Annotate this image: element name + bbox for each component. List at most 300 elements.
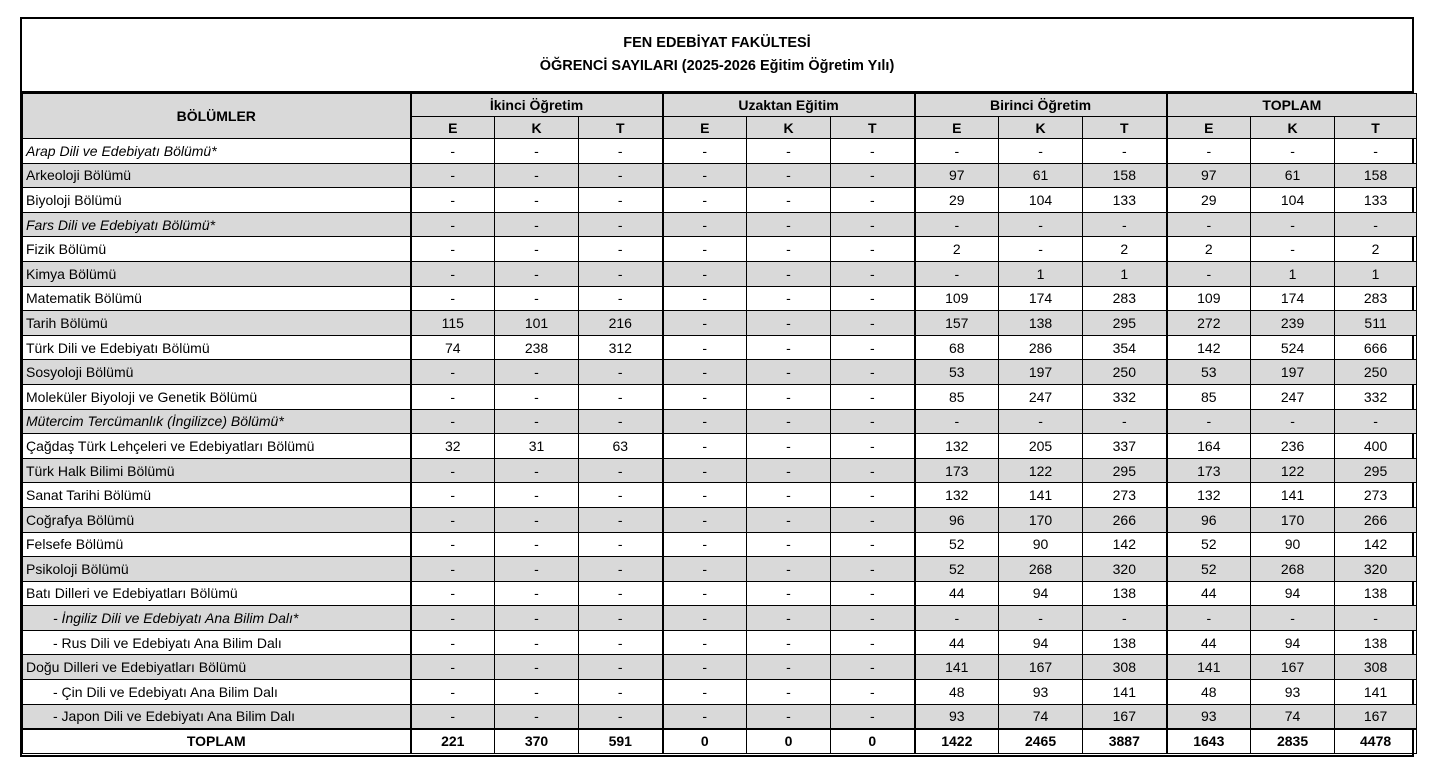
department-name: Tarih Bölümü <box>23 311 411 336</box>
count-cell: 109 <box>915 286 999 311</box>
count-cell: - <box>915 606 999 631</box>
count-cell: - <box>411 606 495 631</box>
sub-header-k: K <box>999 117 1083 139</box>
count-cell: 164 <box>1167 434 1251 459</box>
department-name: Doğu Dilleri ve Edebiyatları Bölümü <box>23 655 411 680</box>
count-cell: - <box>579 557 663 582</box>
table-row <box>23 557 1417 582</box>
count-cell: - <box>579 606 663 631</box>
count-cell: 141 <box>1335 680 1417 705</box>
count-cell: 133 <box>1083 188 1167 213</box>
count-cell: - <box>495 237 579 262</box>
count-cell: - <box>495 483 579 508</box>
count-cell: - <box>495 139 579 164</box>
count-cell: - <box>579 286 663 311</box>
count-cell: - <box>411 458 495 483</box>
department-name: Arkeoloji Bölümü <box>23 163 411 188</box>
department-name: Mütercim Tercümanlık (İngilizce) Bölümü* <box>23 409 411 434</box>
count-cell: - <box>1335 212 1417 237</box>
count-cell: 29 <box>915 188 999 213</box>
count-cell: - <box>579 680 663 705</box>
count-cell: - <box>831 335 915 360</box>
sub-header-t: T <box>831 117 915 139</box>
count-cell: - <box>495 458 579 483</box>
count-cell: - <box>831 606 915 631</box>
table-row <box>23 680 1417 705</box>
student-count-table <box>22 93 1417 754</box>
count-cell: 239 <box>1251 311 1335 336</box>
count-cell: 320 <box>1083 557 1167 582</box>
count-cell: 2 <box>1167 237 1251 262</box>
count-cell: - <box>663 581 747 606</box>
count-cell: - <box>663 237 747 262</box>
count-cell: - <box>663 409 747 434</box>
count-cell: 44 <box>1167 581 1251 606</box>
count-cell: 1 <box>1083 261 1167 286</box>
table-row <box>23 434 1417 459</box>
table-row <box>23 630 1417 655</box>
count-cell: 31 <box>495 434 579 459</box>
count-cell: - <box>579 409 663 434</box>
count-cell: 268 <box>999 557 1083 582</box>
count-cell: 96 <box>1167 507 1251 532</box>
department-name: - İngiliz Dili ve Edebiyatı Ana Bilim Dalı* <box>23 606 411 631</box>
count-cell: - <box>411 261 495 286</box>
count-cell: - <box>831 483 915 508</box>
department-name: Çağdaş Türk Lehçeleri ve Edebiyatları Bölümü <box>23 434 411 459</box>
count-cell: 2 <box>915 237 999 262</box>
sub-header-e: E <box>1167 117 1251 139</box>
count-cell: 52 <box>915 532 999 557</box>
count-cell: 666 <box>1335 335 1417 360</box>
count-cell: 295 <box>1083 311 1167 336</box>
count-cell: - <box>747 163 831 188</box>
count-cell: - <box>747 188 831 213</box>
count-cell: - <box>831 409 915 434</box>
count-cell: - <box>495 212 579 237</box>
count-cell: - <box>495 606 579 631</box>
count-cell: - <box>1251 237 1335 262</box>
count-cell: - <box>1167 606 1251 631</box>
count-cell: - <box>495 409 579 434</box>
department-name: Fars Dili ve Edebiyatı Bölümü* <box>23 212 411 237</box>
count-cell: - <box>747 458 831 483</box>
table-row <box>23 212 1417 237</box>
count-cell: - <box>579 483 663 508</box>
count-cell: - <box>663 434 747 459</box>
total-cell: 591 <box>579 729 663 754</box>
department-name: Biyoloji Bölümü <box>23 188 411 213</box>
count-cell: 273 <box>1335 483 1417 508</box>
department-name: Matematik Bölümü <box>23 286 411 311</box>
table-row <box>23 655 1417 680</box>
count-cell: 142 <box>1167 335 1251 360</box>
count-cell: - <box>495 163 579 188</box>
count-cell: - <box>747 704 831 729</box>
count-cell: - <box>411 237 495 262</box>
count-cell: 94 <box>999 581 1083 606</box>
sub-header-t: T <box>579 117 663 139</box>
count-cell: - <box>747 606 831 631</box>
count-cell: 53 <box>915 360 999 385</box>
count-cell: - <box>663 680 747 705</box>
count-cell: - <box>663 335 747 360</box>
count-cell: - <box>747 532 831 557</box>
count-cell: - <box>999 139 1083 164</box>
table-body <box>23 139 1417 754</box>
department-name: Sanat Tarihi Bölümü <box>23 483 411 508</box>
count-cell: - <box>831 532 915 557</box>
count-cell: - <box>1167 261 1251 286</box>
count-cell: - <box>1251 606 1335 631</box>
count-cell: - <box>747 409 831 434</box>
count-cell: 295 <box>1335 458 1417 483</box>
sub-header-e: E <box>663 117 747 139</box>
total-row <box>23 729 1417 754</box>
count-cell: 167 <box>1335 704 1417 729</box>
table-row <box>23 335 1417 360</box>
count-cell: 29 <box>1167 188 1251 213</box>
count-cell: - <box>579 261 663 286</box>
count-cell: 158 <box>1083 163 1167 188</box>
count-cell: - <box>663 261 747 286</box>
count-cell: - <box>495 581 579 606</box>
count-cell: - <box>411 286 495 311</box>
count-cell: - <box>1335 606 1417 631</box>
count-cell: 308 <box>1083 655 1167 680</box>
count-cell: 138 <box>1335 630 1417 655</box>
count-cell: - <box>831 458 915 483</box>
department-name: Türk Halk Bilimi Bölümü <box>23 458 411 483</box>
count-cell: - <box>579 360 663 385</box>
count-cell: - <box>747 212 831 237</box>
count-cell: 132 <box>915 434 999 459</box>
count-cell: - <box>411 532 495 557</box>
count-cell: 44 <box>1167 630 1251 655</box>
count-cell: - <box>831 507 915 532</box>
count-cell: - <box>663 163 747 188</box>
count-cell: - <box>663 286 747 311</box>
department-name: Türk Dili ve Edebiyatı Bölümü <box>23 335 411 360</box>
table-row <box>23 458 1417 483</box>
count-cell: 52 <box>1167 532 1251 557</box>
group-header-first-education: Birinci Öğretim <box>915 94 1167 117</box>
count-cell: - <box>663 704 747 729</box>
count-cell: 141 <box>1167 655 1251 680</box>
count-cell: - <box>831 581 915 606</box>
department-name: Coğrafya Bölümü <box>23 507 411 532</box>
count-cell: 97 <box>915 163 999 188</box>
count-cell: - <box>747 311 831 336</box>
count-cell: - <box>831 261 915 286</box>
count-cell: 354 <box>1083 335 1167 360</box>
count-cell: - <box>747 680 831 705</box>
total-cell: 221 <box>411 729 495 754</box>
count-cell: 170 <box>999 507 1083 532</box>
count-cell: 85 <box>1167 384 1251 409</box>
count-cell: - <box>495 286 579 311</box>
count-cell: - <box>663 532 747 557</box>
count-cell: - <box>1167 409 1251 434</box>
count-cell: - <box>747 335 831 360</box>
sub-header-t: T <box>1335 117 1417 139</box>
count-cell: - <box>831 434 915 459</box>
count-cell: - <box>663 655 747 680</box>
sub-header-k: K <box>1251 117 1335 139</box>
count-cell: - <box>411 163 495 188</box>
department-name: Psikoloji Bölümü <box>23 557 411 582</box>
table-row <box>23 507 1417 532</box>
count-cell: 74 <box>1251 704 1335 729</box>
count-cell: - <box>831 360 915 385</box>
count-cell: - <box>915 261 999 286</box>
count-cell: 68 <box>915 335 999 360</box>
department-name: Kimya Bölümü <box>23 261 411 286</box>
sub-header-e: E <box>915 117 999 139</box>
count-cell: 97 <box>1167 163 1251 188</box>
report-subtitle: ÖĞRENCİ SAYILARI (2025-2026 Eğitim Öğretim Yılı) <box>539 58 895 74</box>
count-cell: - <box>831 655 915 680</box>
count-cell: 141 <box>915 655 999 680</box>
count-cell: 141 <box>999 483 1083 508</box>
table-row <box>23 384 1417 409</box>
total-cell: 0 <box>747 729 831 754</box>
count-cell: - <box>579 384 663 409</box>
total-label: TOPLAM <box>23 729 411 754</box>
count-cell: - <box>999 409 1083 434</box>
count-cell: 122 <box>1251 458 1335 483</box>
count-cell: 170 <box>1251 507 1335 532</box>
table-row <box>23 261 1417 286</box>
count-cell: 52 <box>1167 557 1251 582</box>
count-cell: - <box>831 384 915 409</box>
count-cell: 250 <box>1335 360 1417 385</box>
count-cell: - <box>831 163 915 188</box>
count-cell: 273 <box>1083 483 1167 508</box>
count-cell: 90 <box>999 532 1083 557</box>
table-row <box>23 139 1417 164</box>
count-cell: - <box>495 507 579 532</box>
count-cell: - <box>663 139 747 164</box>
count-cell: 308 <box>1335 655 1417 680</box>
student-count-sheet <box>20 17 1414 757</box>
count-cell: 74 <box>411 335 495 360</box>
count-cell: - <box>579 458 663 483</box>
count-cell: - <box>411 139 495 164</box>
count-cell: - <box>495 704 579 729</box>
count-cell: - <box>831 557 915 582</box>
table-row <box>23 581 1417 606</box>
count-cell: 44 <box>915 581 999 606</box>
table-row <box>23 606 1417 631</box>
count-cell: - <box>747 630 831 655</box>
count-cell: 93 <box>1251 680 1335 705</box>
count-cell: - <box>999 212 1083 237</box>
count-cell: 61 <box>1251 163 1335 188</box>
count-cell: - <box>579 139 663 164</box>
count-cell: 142 <box>1083 532 1167 557</box>
count-cell: - <box>1251 212 1335 237</box>
count-cell: - <box>831 188 915 213</box>
count-cell: 167 <box>999 655 1083 680</box>
total-cell: 2465 <box>999 729 1083 754</box>
count-cell: - <box>999 237 1083 262</box>
count-cell: - <box>1335 409 1417 434</box>
count-cell: 238 <box>495 335 579 360</box>
count-cell: - <box>915 409 999 434</box>
count-cell: - <box>663 212 747 237</box>
count-cell: 268 <box>1251 557 1335 582</box>
count-cell: 250 <box>1083 360 1167 385</box>
count-cell: - <box>747 434 831 459</box>
count-cell: - <box>831 139 915 164</box>
count-cell: - <box>747 360 831 385</box>
count-cell: - <box>663 630 747 655</box>
count-cell: 2 <box>1083 237 1167 262</box>
count-cell: - <box>1167 139 1251 164</box>
group-header-total: TOPLAM <box>1167 94 1417 117</box>
count-cell: - <box>579 237 663 262</box>
count-cell: 312 <box>579 335 663 360</box>
count-cell: 132 <box>1167 483 1251 508</box>
count-cell: - <box>831 286 915 311</box>
count-cell: 132 <box>915 483 999 508</box>
count-cell: - <box>915 212 999 237</box>
count-cell: - <box>579 630 663 655</box>
count-cell: 104 <box>1251 188 1335 213</box>
total-cell: 3887 <box>1083 729 1167 754</box>
total-cell: 370 <box>495 729 579 754</box>
faculty-title: FEN EDEBİYAT FAKÜLTESİ <box>623 35 811 51</box>
count-cell: - <box>1083 139 1167 164</box>
count-cell: - <box>411 680 495 705</box>
count-cell: - <box>495 557 579 582</box>
count-cell: - <box>579 507 663 532</box>
count-cell: 167 <box>1083 704 1167 729</box>
group-header-second-education: İkinci Öğretim <box>411 94 663 117</box>
count-cell: - <box>747 581 831 606</box>
count-cell: 74 <box>999 704 1083 729</box>
count-cell: 138 <box>1335 581 1417 606</box>
count-cell: 94 <box>1251 630 1335 655</box>
count-cell: - <box>495 680 579 705</box>
count-cell: 94 <box>999 630 1083 655</box>
count-cell: - <box>831 212 915 237</box>
count-cell: - <box>663 483 747 508</box>
count-cell: - <box>747 483 831 508</box>
count-cell: - <box>663 188 747 213</box>
count-cell: - <box>495 655 579 680</box>
count-cell: - <box>579 655 663 680</box>
total-cell: 2835 <box>1251 729 1335 754</box>
count-cell: - <box>1083 606 1167 631</box>
count-cell: - <box>747 507 831 532</box>
count-cell: - <box>831 630 915 655</box>
count-cell: 1 <box>1335 261 1417 286</box>
department-name: Fizik Bölümü <box>23 237 411 262</box>
count-cell: 400 <box>1335 434 1417 459</box>
count-cell: 85 <box>915 384 999 409</box>
count-cell: 101 <box>495 311 579 336</box>
count-cell: - <box>579 188 663 213</box>
count-cell: 115 <box>411 311 495 336</box>
count-cell: - <box>747 261 831 286</box>
count-cell: 157 <box>915 311 999 336</box>
count-cell: - <box>663 458 747 483</box>
count-cell: - <box>579 163 663 188</box>
count-cell: - <box>495 261 579 286</box>
total-cell: 1422 <box>915 729 999 754</box>
departments-header: BÖLÜMLER <box>23 94 411 139</box>
count-cell: - <box>411 188 495 213</box>
count-cell: 247 <box>999 384 1083 409</box>
count-cell: 109 <box>1167 286 1251 311</box>
total-cell: 1643 <box>1167 729 1251 754</box>
count-cell: - <box>831 237 915 262</box>
count-cell: 122 <box>999 458 1083 483</box>
count-cell: - <box>411 581 495 606</box>
department-name: Sosyoloji Bölümü <box>23 360 411 385</box>
table-row <box>23 360 1417 385</box>
count-cell: - <box>663 507 747 532</box>
count-cell: - <box>1167 212 1251 237</box>
count-cell: 44 <box>915 630 999 655</box>
count-cell: - <box>663 606 747 631</box>
count-cell: 236 <box>1251 434 1335 459</box>
group-header-distance-education: Uzaktan Eğitim <box>663 94 915 117</box>
count-cell: 93 <box>1167 704 1251 729</box>
count-cell: - <box>411 384 495 409</box>
count-cell: 283 <box>1335 286 1417 311</box>
count-cell: - <box>663 360 747 385</box>
department-name: Batı Dilleri ve Edebiyatları Bölümü <box>23 581 411 606</box>
count-cell: 216 <box>579 311 663 336</box>
table-row <box>23 286 1417 311</box>
count-cell: 511 <box>1335 311 1417 336</box>
count-cell: 133 <box>1335 188 1417 213</box>
count-cell: - <box>1083 212 1167 237</box>
count-cell: 1 <box>1251 261 1335 286</box>
department-name: - Japon Dili ve Edebiyatı Ana Bilim Dalı <box>23 704 411 729</box>
sub-header-e: E <box>411 117 495 139</box>
count-cell: 286 <box>999 335 1083 360</box>
count-cell: 1 <box>999 261 1083 286</box>
count-cell: 32 <box>411 434 495 459</box>
table-row <box>23 532 1417 557</box>
count-cell: 272 <box>1167 311 1251 336</box>
count-cell: 158 <box>1335 163 1417 188</box>
count-cell: 63 <box>579 434 663 459</box>
count-cell: 48 <box>1167 680 1251 705</box>
count-cell: 295 <box>1083 458 1167 483</box>
count-cell: 2 <box>1335 237 1417 262</box>
count-cell: - <box>411 507 495 532</box>
department-name: Arap Dili ve Edebiyatı Bölümü* <box>23 139 411 164</box>
table-row <box>23 237 1417 262</box>
count-cell: 197 <box>999 360 1083 385</box>
count-cell: - <box>1083 409 1167 434</box>
count-cell: 332 <box>1083 384 1167 409</box>
count-cell: 337 <box>1083 434 1167 459</box>
count-cell: - <box>411 212 495 237</box>
count-cell: 247 <box>1251 384 1335 409</box>
count-cell: 138 <box>1083 581 1167 606</box>
count-cell: - <box>1335 139 1417 164</box>
sub-header-k: K <box>495 117 579 139</box>
count-cell: 48 <box>915 680 999 705</box>
table-row <box>23 704 1417 729</box>
count-cell: - <box>579 704 663 729</box>
